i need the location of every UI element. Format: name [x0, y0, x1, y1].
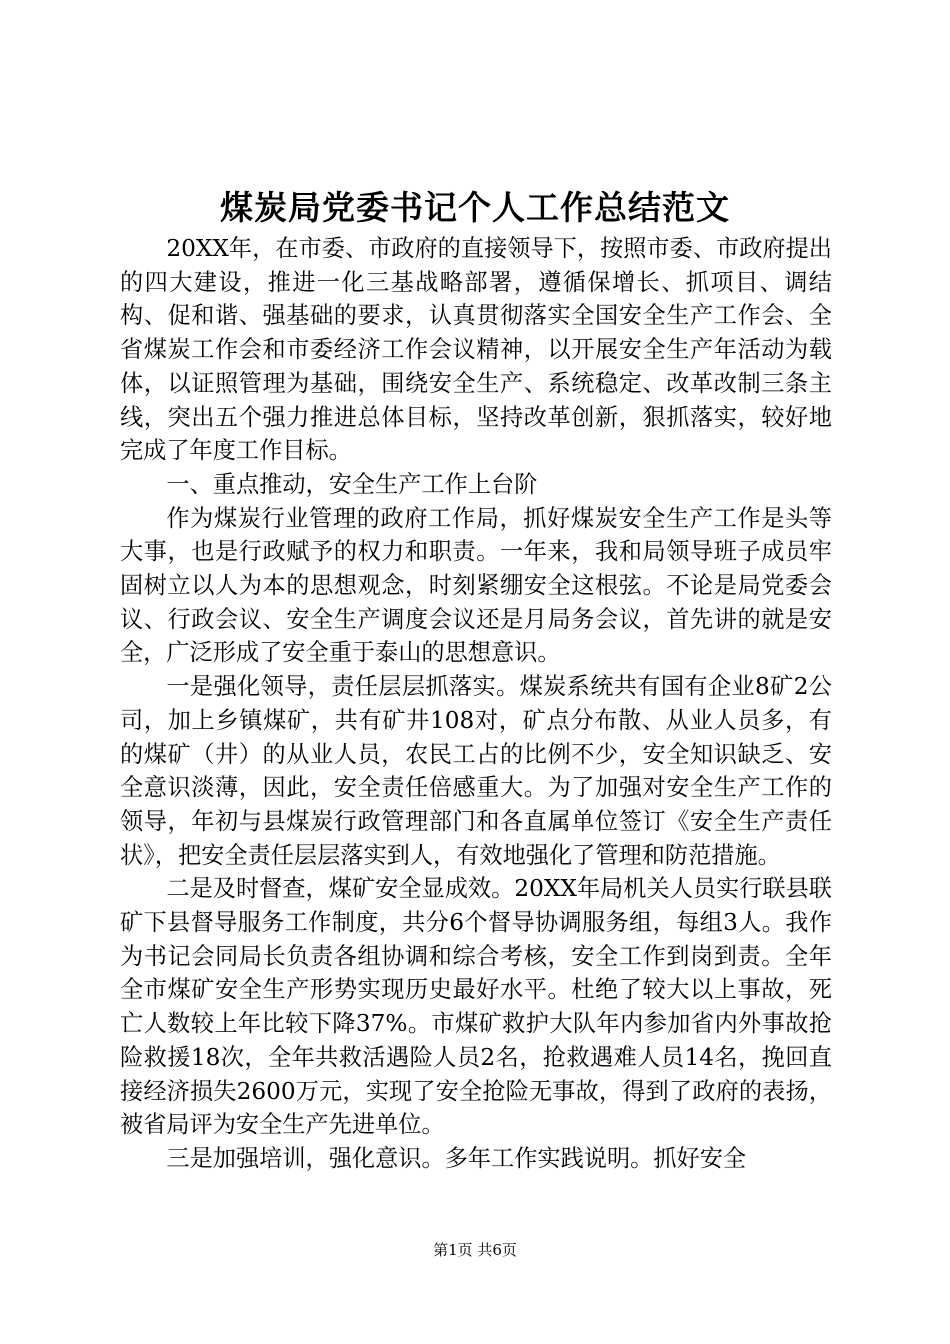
- document-title: 煤炭局党委书记个人工作总结范文: [220, 188, 730, 227]
- paragraph-safety-overview: 作为煤炭行业管理的政府工作局，抓好煤炭安全生产工作是头等大事，也是行政赋予的权力和职责。一年来，我和局领导班子成员牢固树立以人为本的思想观念，时刻紧绷安全这根弦。不论是局党委会议、行政会议、安全生产调度会议还是月局务会议，首先讲的就是安全，广泛形成了安全重于泰山的思想意识。: [120, 504, 832, 667]
- paragraph-supervision: 二是及时督查，煤矿安全显成效。20XX年局机关人员实行联县联矿下县督导服务工作制度，共分6个督导协调服务组，每组3人。我作为书记会同局长负责各组协调和综合考核，安全工作到岗到责。全年全市煤矿安全生产形势实现历史最好水平。杜绝了较大以上事故，死亡人数较上年比较下降37%。市煤矿救护大队年内参加省内外事故抢险救援18次，全年共救活遇险人员2名，抢救遇难人员14名，挽回直接经济损失2600万元，实现了安全抢险无事故，得到了政府的表扬，被省局评为安全生产先进单位。: [120, 875, 832, 1139]
- page-number-footer: 第1页 共6页: [433, 1241, 517, 1259]
- paragraph-leadership: 一是强化领导，责任层层抓落实。煤炭系统共有国有企业8矿2公司，加上乡镇煤矿，共有矿井108对，矿点分布散、从业人员多，有的煤矿（井）的从业人员，农民工占的比例不少，安全知识缺乏、安全意识淡薄，因此，安全责任倍感重大。为了加强对安全生产工作的领导，年初与县煤炭行政管理部门和各直属单位签订《安全生产责任状》，把安全责任层层落实到人，有效地强化了管理和防范措施。: [120, 673, 832, 869]
- section-heading-1: 一、重点推动，安全生产工作上台阶: [166, 470, 538, 498]
- paragraph-intro: 20XX年，在市委、市政府的直接领导下，按照市委、市政府提出的四大建设，推进一化三基战略部署，遵循保增长、抓项目、调结构、促和谐、强基础的要求，认真贯彻落实全国安全生产工作会、全省煤炭工作会和市委经济工作会议精神，以开展安全生产年活动为载体，以证照管理为基础，围绕安全生产、系统稳定、改革改制三条主线，突出五个强力推进总体目标，坚持改革创新，狠抓落实，较好地完成了年度工作目标。: [120, 235, 832, 465]
- paragraph-training: 三是加强培训，强化意识。多年工作实践说明。抓好安全: [166, 1144, 747, 1172]
- document-body: [120, 232, 832, 1176]
